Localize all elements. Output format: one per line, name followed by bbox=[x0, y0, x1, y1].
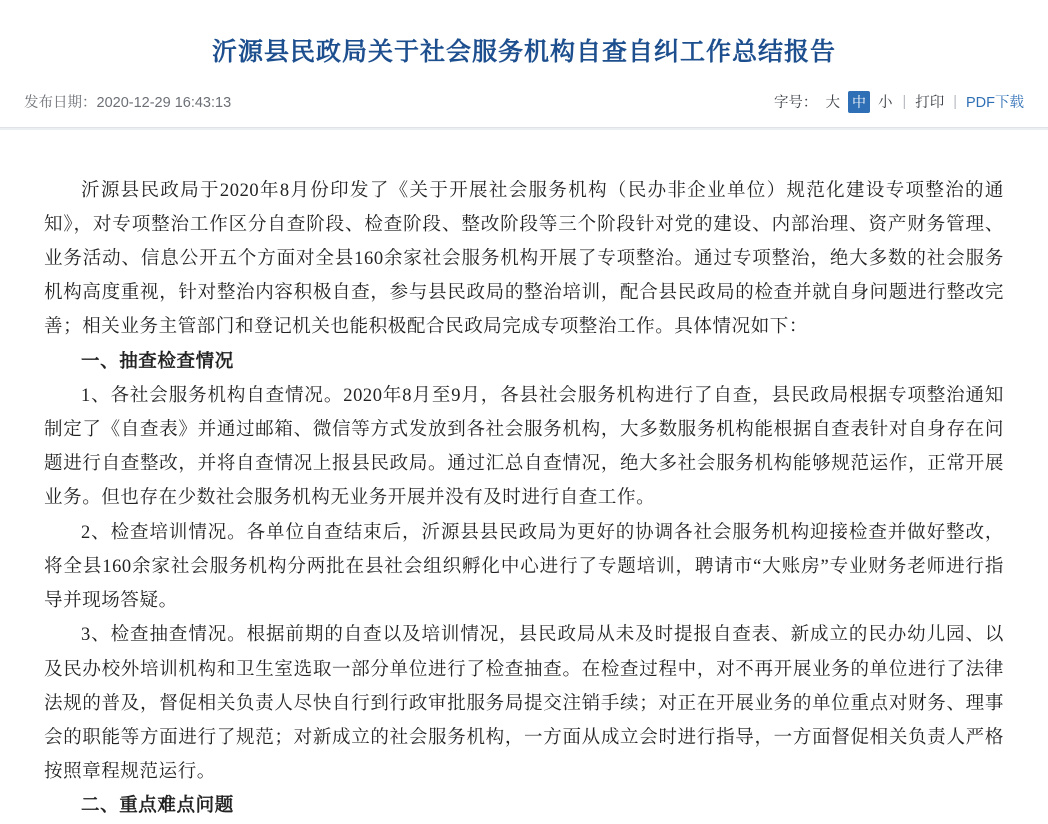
body-paragraph: 3、检查抽查情况。根据前期的自查以及培训情况，县民政局从未及时提报自查表、新成立的民办幼儿园、以及民办校外培训机构和卫生室选取一部分单位进行了检查抽查。在检查过程中，对不再开展业务的单位进行了法律法规的普及，督促相关负责人尽快自行到行政审批服务局提交注销手续；对正在开展业务的单位重点对财务、理事会的职能等方面进行了规范；对新成立的社会服务机构，一方面从成立会时进行指导，一方面督促相关负责人严格按照章程规范运行。 bbox=[44, 625, 1004, 783]
body-heading: 一、抽查检查情况 bbox=[81, 351, 234, 372]
body-paragraph: 2、检查培训情况。各单位自查结束后，沂源县县民政局为更好的协调各社会服务机构迎接检查并做好整改，将全县160余家社会服务机构分两批在县社会组织孵化中心进行了专题培训，聘请市“大账房”专业财务老师进行指导并现场答疑。 bbox=[44, 522, 1004, 612]
toolbar-divider-2: | bbox=[953, 93, 957, 110]
publish-info bbox=[24, 91, 231, 112]
body-paragraph: 沂源县民政局于2020年8月份印发了《关于开展社会服务机构（民办非企业单位）规范化建设专项整治的通知》，对专项整治工作区分自查阶段、检查阶段、整改阶段等三个阶段针对党的建设、内部治理、资产财务管理、业务活动、信息公开五个方面对全县160余家社会服务机构开展了专项整治。通过专项整治，绝大多数的社会服务机构高度重视，针对整治内容积极自查，参与县民政局的整治培训，配合县民政局的检查并就自身问题进行整改完善；相关业务主管部门和登记机关也能积极配合民政局完成专项整治工作。具体情况如下： bbox=[44, 180, 1004, 338]
toolbar-divider-1: | bbox=[902, 93, 907, 110]
font-size-large-button[interactable]: 大 bbox=[825, 95, 840, 111]
font-size-medium-button[interactable]: 中 bbox=[848, 91, 870, 113]
body-paragraph: 1、各社会服务机构自查情况。2020年8月至9月，各县社会服务机构进行了自查，县民政局根据专项整治通知制定了《自查表》并通过邮箱、微信等方式发放到各社会服务机构，大多数服务机构能根据自查表针对自身存在问题进行自查整改，并将自查情况上报县民政局。通过汇总自查情况，绝大多社会服务机构能够规范运作，正常开展业务。但也存在少数社会服务机构无业务开展并没有及时进行自查工作。 bbox=[44, 385, 1004, 509]
print-button[interactable]: 打印 bbox=[915, 95, 945, 111]
document-toolbar bbox=[774, 91, 1024, 113]
body-heading: 二、重点难点问题 bbox=[81, 796, 234, 817]
pdf-download-link[interactable]: PDF下载 bbox=[966, 95, 1024, 111]
font-size-small-button[interactable]: 小 bbox=[877, 95, 893, 111]
publish-date-value: 2020-12-29 16:43:13 bbox=[96, 95, 232, 111]
font-size-label: 字号： bbox=[773, 95, 818, 111]
document-body bbox=[0, 130, 1048, 824]
document-meta-bar bbox=[0, 69, 1048, 123]
publish-date-label: 发布日期： bbox=[24, 95, 97, 111]
page-title: 沂源县民政局关于社会服务机构自查自纠工作总结报告 bbox=[211, 38, 836, 66]
